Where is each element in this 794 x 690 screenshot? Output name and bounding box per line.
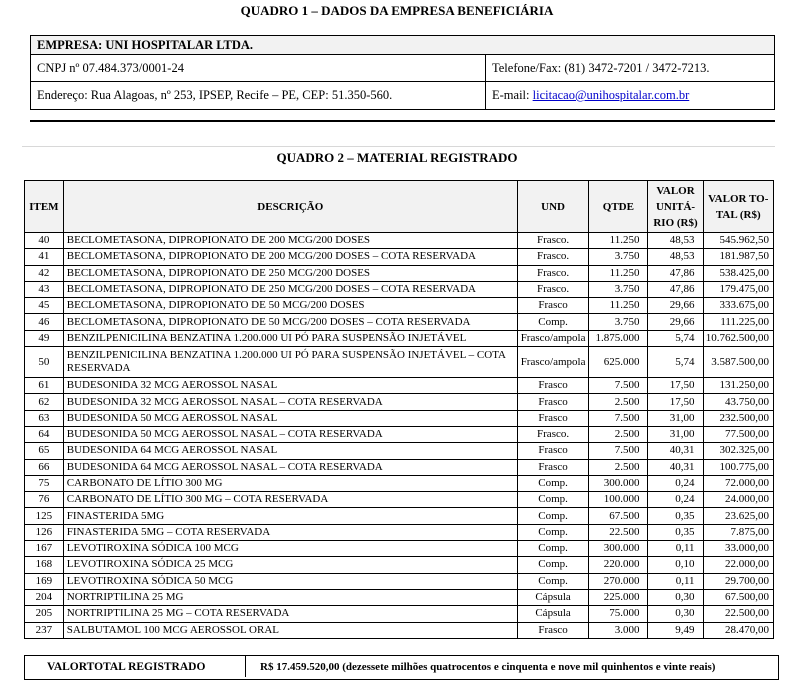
cell-qtde: 7.500	[589, 443, 648, 459]
cell-valor-total: 33.000,00	[703, 541, 773, 557]
cell-valor-total: 100.775,00	[703, 459, 773, 475]
cell-item: 66	[25, 459, 64, 475]
header-descricao: DESCRIÇÃO	[63, 181, 517, 233]
table-row	[25, 378, 774, 394]
cell-item: 62	[25, 394, 64, 410]
cell-descricao: BECLOMETASONA, DIPROPIONATO DE 200 MCG/200 DOSES	[63, 233, 517, 249]
cell-qtde: 625.000	[589, 347, 648, 378]
cell-descricao: BECLOMETASONA, DIPROPIONATO DE 50 MCG/200 DOSES – COTA RESERVADA	[63, 314, 517, 330]
company-phone: Telefone/Fax: (81) 3472-7201 / 3472-7213.	[486, 55, 775, 82]
cell-item: 64	[25, 426, 64, 442]
cell-descricao: CARBONATO DE LÍTIO 300 MG – COTA RESERVADA	[63, 492, 517, 508]
cell-und: Frasco	[517, 443, 588, 459]
table-row	[25, 233, 774, 249]
cell-und: Comp.	[517, 475, 588, 491]
cell-und: Frasco.	[517, 233, 588, 249]
cell-valor-total: 29.700,00	[703, 573, 773, 589]
cell-qtde: 3.750	[589, 314, 648, 330]
material-table	[24, 180, 774, 639]
table-row	[25, 347, 774, 378]
cell-valor-unitario: 40,31	[648, 459, 703, 475]
total-box	[24, 655, 779, 680]
cell-descricao: BECLOMETASONA, DIPROPIONATO DE 250 MCG/200 DOSES	[63, 265, 517, 281]
cell-valor-unitario: 48,53	[648, 233, 703, 249]
cell-und: Frasco	[517, 459, 588, 475]
cell-valor-unitario: 0,10	[648, 557, 703, 573]
cell-qtde: 2.500	[589, 394, 648, 410]
cell-qtde: 11.250	[589, 233, 648, 249]
cell-qtde: 225.000	[589, 589, 648, 605]
cell-valor-total: 545.962,50	[703, 233, 773, 249]
cell-valor-total: 22.500,00	[703, 606, 773, 622]
table-row	[25, 492, 774, 508]
cell-descricao: BUDESONIDA 64 MCG AEROSSOL NASAL – COTA RESERVADA	[63, 459, 517, 475]
table-row	[25, 330, 774, 346]
cell-item: 168	[25, 557, 64, 573]
cell-qtde: 270.000	[589, 573, 648, 589]
cell-valor-unitario: 31,00	[648, 426, 703, 442]
total-value: R$ 17.459.520,00 (dezessete milhões quatrocentos e cinquenta e nove mil quinhentos e vinte reais)	[260, 660, 716, 673]
table-row	[25, 622, 774, 638]
cell-descricao: NORTRIPTILINA 25 MG – COTA RESERVADA	[63, 606, 517, 622]
cell-qtde: 3.000	[589, 622, 648, 638]
cell-und: Comp.	[517, 508, 588, 524]
cell-qtde: 7.500	[589, 378, 648, 394]
table-row	[25, 524, 774, 540]
cell-valor-unitario: 5,74	[648, 347, 703, 378]
cell-descricao: BENZILPENICILINA BENZATINA 1.200.000 UI PÓ PARA SUSPENSÃO INJETÁVEL	[63, 330, 517, 346]
cell-valor-unitario: 5,74	[648, 330, 703, 346]
cell-und: Comp.	[517, 524, 588, 540]
cell-item: 43	[25, 281, 64, 297]
cell-item: 45	[25, 298, 64, 314]
cell-valor-unitario: 0,24	[648, 492, 703, 508]
cell-valor-unitario: 29,66	[648, 298, 703, 314]
table-row	[25, 508, 774, 524]
cell-valor-unitario: 31,00	[648, 410, 703, 426]
table-row	[25, 410, 774, 426]
table-row	[25, 426, 774, 442]
table-row	[25, 606, 774, 622]
header-valor-unitario: VALOR UNITÁ-RIO (R$)	[648, 181, 703, 233]
cell-item: 40	[25, 233, 64, 249]
cell-qtde: 1.875.000	[589, 330, 648, 346]
table-row	[25, 249, 774, 265]
cell-descricao: BUDESONIDA 64 MCG AEROSSOL NASAL	[63, 443, 517, 459]
cell-und: Frasco	[517, 394, 588, 410]
header-qtde: QTDE	[589, 181, 648, 233]
cell-descricao: BECLOMETASONA, DIPROPIONATO DE 50 MCG/200 DOSES	[63, 298, 517, 314]
cell-valor-total: 111.225,00	[703, 314, 773, 330]
cell-valor-unitario: 0,30	[648, 589, 703, 605]
company-info-table	[30, 35, 775, 110]
cell-valor-total: 131.250,00	[703, 378, 773, 394]
cell-descricao: BENZILPENICILINA BENZATINA 1.200.000 UI PÓ PARA SUSPENSÃO INJETÁVEL – COTA RESERVADA	[63, 347, 517, 378]
cell-item: 125	[25, 508, 64, 524]
thin-divider	[22, 146, 775, 147]
cell-valor-unitario: 29,66	[648, 314, 703, 330]
cell-und: Frasco.	[517, 265, 588, 281]
company-email-cell	[486, 82, 775, 110]
table-row	[25, 394, 774, 410]
cell-valor-unitario: 47,86	[648, 281, 703, 297]
cell-valor-total: 181.987,50	[703, 249, 773, 265]
cell-valor-total: 77.500,00	[703, 426, 773, 442]
cell-valor-total: 72.000,00	[703, 475, 773, 491]
cell-descricao: NORTRIPTILINA 25 MG	[63, 589, 517, 605]
cell-descricao: BUDESONIDA 50 MCG AEROSSOL NASAL – COTA RESERVADA	[63, 426, 517, 442]
header-und: UND	[517, 181, 588, 233]
cell-qtde: 2.500	[589, 459, 648, 475]
table-row	[25, 314, 774, 330]
table-row	[25, 557, 774, 573]
cell-valor-unitario: 17,50	[648, 394, 703, 410]
cell-und: Frasco	[517, 378, 588, 394]
cell-item: 41	[25, 249, 64, 265]
cell-qtde: 11.250	[589, 298, 648, 314]
cell-valor-unitario: 40,31	[648, 443, 703, 459]
cell-und: Frasco/ampola	[517, 330, 588, 346]
cell-descricao: BUDESONIDA 32 MCG AEROSSOL NASAL – COTA RESERVADA	[63, 394, 517, 410]
cell-descricao: SALBUTAMOL 100 MCG AEROSSOL ORAL	[63, 622, 517, 638]
table-row	[25, 281, 774, 297]
cell-valor-unitario: 0,11	[648, 541, 703, 557]
cell-valor-unitario: 0,30	[648, 606, 703, 622]
total-label: VALORTOTAL REGISTRADO	[25, 656, 246, 677]
table-row	[25, 459, 774, 475]
cell-qtde: 300.000	[589, 475, 648, 491]
cell-qtde: 7.500	[589, 410, 648, 426]
cell-valor-total: 23.625,00	[703, 508, 773, 524]
table-row	[25, 541, 774, 557]
table-row	[25, 475, 774, 491]
cell-und: Cápsula	[517, 606, 588, 622]
cell-valor-total: 538.425,00	[703, 265, 773, 281]
cell-und: Frasco.	[517, 426, 588, 442]
cell-und: Frasco	[517, 622, 588, 638]
table-header-row	[25, 181, 774, 233]
cell-valor-total: 3.587.500,00	[703, 347, 773, 378]
cell-qtde: 3.750	[589, 281, 648, 297]
cell-item: 76	[25, 492, 64, 508]
cell-valor-unitario: 0,24	[648, 475, 703, 491]
cell-item: 63	[25, 410, 64, 426]
section-divider	[30, 120, 775, 122]
cell-descricao: FINASTERIDA 5MG – COTA RESERVADA	[63, 524, 517, 540]
cell-item: 205	[25, 606, 64, 622]
cell-item: 169	[25, 573, 64, 589]
cell-item: 65	[25, 443, 64, 459]
cell-valor-total: 24.000,00	[703, 492, 773, 508]
cell-und: Frasco	[517, 298, 588, 314]
cell-item: 237	[25, 622, 64, 638]
cell-valor-total: 302.325,00	[703, 443, 773, 459]
table-row	[25, 573, 774, 589]
table-row	[25, 298, 774, 314]
header-item: ITEM	[25, 181, 64, 233]
cell-qtde: 300.000	[589, 541, 648, 557]
company-address: Endereço: Rua Alagoas, nº 253, IPSEP, Recife – PE, CEP: 51.350-560.	[31, 82, 486, 110]
cell-valor-total: 7.875,00	[703, 524, 773, 540]
cell-valor-unitario: 48,53	[648, 249, 703, 265]
cell-valor-unitario: 47,86	[648, 265, 703, 281]
cell-valor-unitario: 17,50	[648, 378, 703, 394]
quadro1-title: QUADRO 1 – DADOS DA EMPRESA BENEFICIÁRIA	[240, 3, 554, 18]
cell-valor-total: 22.000,00	[703, 557, 773, 573]
cell-item: 49	[25, 330, 64, 346]
cell-und: Frasco/ampola	[517, 347, 588, 378]
cell-und: Comp.	[517, 557, 588, 573]
cell-valor-total: 179.475,00	[703, 281, 773, 297]
cell-und: Comp.	[517, 573, 588, 589]
header-valor-total: VALOR TO-TAL (R$)	[703, 181, 773, 233]
cell-qtde: 22.500	[589, 524, 648, 540]
cell-item: 75	[25, 475, 64, 491]
cell-und: Frasco.	[517, 249, 588, 265]
cell-und: Comp.	[517, 541, 588, 557]
cell-und: Comp.	[517, 314, 588, 330]
cell-valor-total: 232.500,00	[703, 410, 773, 426]
cell-valor-total: 67.500,00	[703, 589, 773, 605]
cell-descricao: LEVOTIROXINA SÓDICA 25 MCG	[63, 557, 517, 573]
cell-descricao: BECLOMETASONA, DIPROPIONATO DE 250 MCG/200 DOSES – COTA RESERVADA	[63, 281, 517, 297]
cell-descricao: BUDESONIDA 50 MCG AEROSSOL NASAL	[63, 410, 517, 426]
cell-valor-unitario: 0,35	[648, 524, 703, 540]
cell-qtde: 75.000	[589, 606, 648, 622]
cell-item: 61	[25, 378, 64, 394]
email-link[interactable]: licitacao@unihospitalar.com.br	[532, 88, 690, 102]
cell-und: Frasco	[517, 410, 588, 426]
email-label: E-mail:	[492, 88, 533, 102]
cell-descricao: BECLOMETASONA, DIPROPIONATO DE 200 MCG/200 DOSES – COTA RESERVADA	[63, 249, 517, 265]
cell-item: 204	[25, 589, 64, 605]
cell-descricao: CARBONATO DE LÍTIO 300 MG	[63, 475, 517, 491]
cell-descricao: LEVOTIROXINA SÓDICA 50 MCG	[63, 573, 517, 589]
cell-item: 126	[25, 524, 64, 540]
cell-qtde: 3.750	[589, 249, 648, 265]
cell-item: 46	[25, 314, 64, 330]
cell-descricao: FINASTERIDA 5MG	[63, 508, 517, 524]
cell-valor-total: 10.762.500,00	[703, 330, 773, 346]
cell-item: 167	[25, 541, 64, 557]
table-row	[25, 589, 774, 605]
table-row	[25, 443, 774, 459]
cell-qtde: 220.000	[589, 557, 648, 573]
cell-item: 42	[25, 265, 64, 281]
cell-descricao: BUDESONIDA 32 MCG AEROSSOL NASAL	[63, 378, 517, 394]
cell-und: Frasco.	[517, 281, 588, 297]
cell-item: 50	[25, 347, 64, 378]
cell-qtde: 2.500	[589, 426, 648, 442]
cell-und: Cápsula	[517, 589, 588, 605]
cell-descricao: LEVOTIROXINA SÓDICA 100 MCG	[63, 541, 517, 557]
cell-qtde: 11.250	[589, 265, 648, 281]
cell-qtde: 67.500	[589, 508, 648, 524]
cell-valor-total: 28.470,00	[703, 622, 773, 638]
cell-valor-unitario: 9,49	[648, 622, 703, 638]
table-row	[25, 265, 774, 281]
cell-valor-total: 333.675,00	[703, 298, 773, 314]
table-body	[25, 233, 774, 639]
cell-qtde: 100.000	[589, 492, 648, 508]
cell-valor-total: 43.750,00	[703, 394, 773, 410]
cell-valor-unitario: 0,11	[648, 573, 703, 589]
cell-valor-unitario: 0,35	[648, 508, 703, 524]
cell-und: Comp.	[517, 492, 588, 508]
quadro2-title: QUADRO 2 – MATERIAL REGISTRADO	[276, 150, 518, 165]
company-name: EMPRESA: UNI HOSPITALAR LTDA.	[31, 36, 775, 55]
company-cnpj: CNPJ nº 07.484.373/0001-24	[31, 55, 486, 82]
